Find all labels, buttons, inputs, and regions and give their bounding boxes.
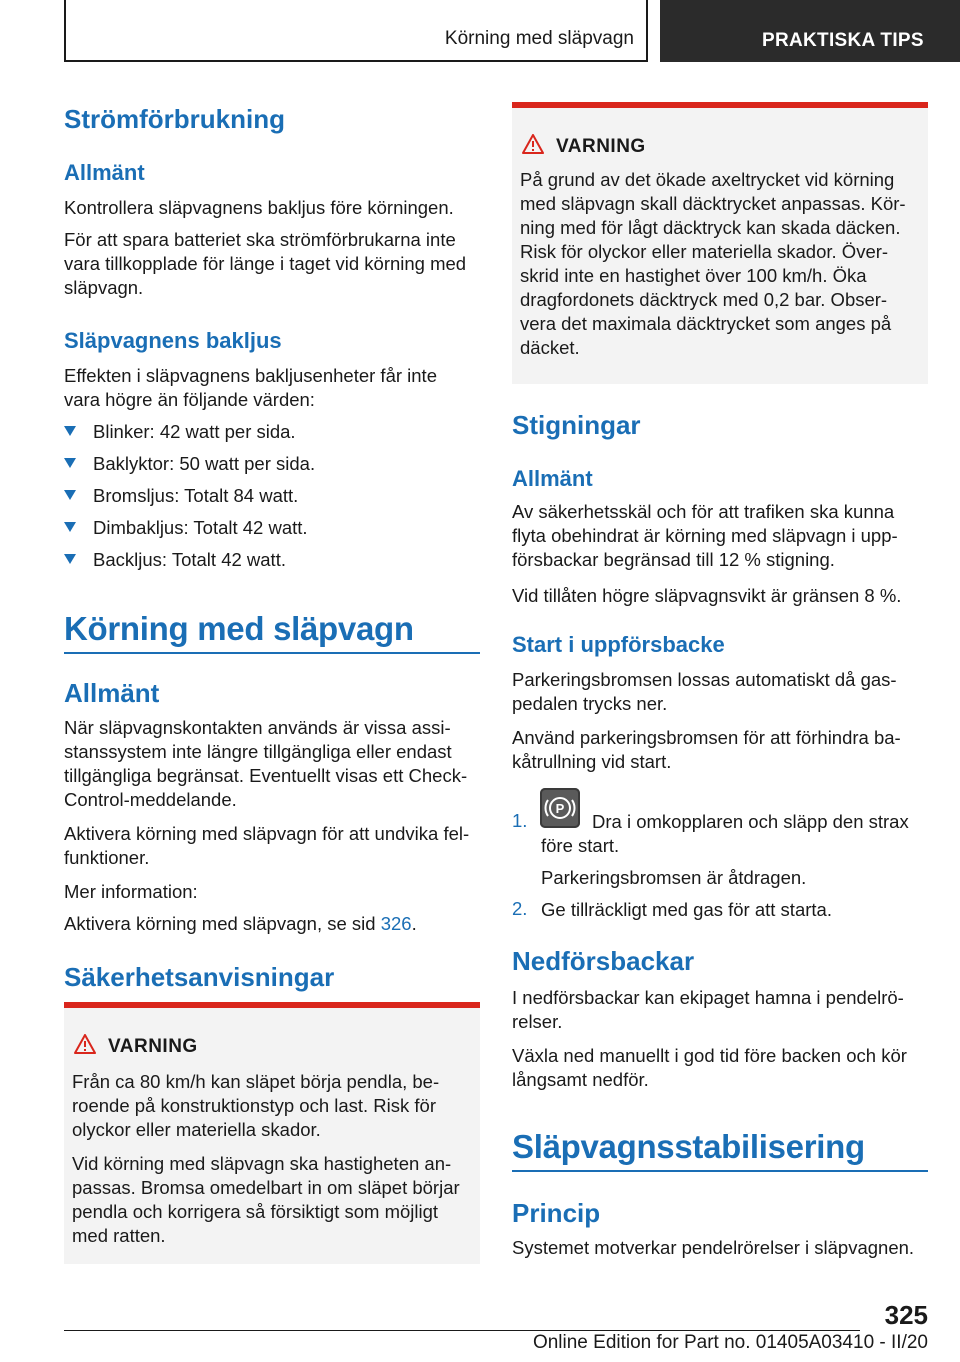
header-chapter-box: [660, 0, 960, 62]
heading-rule: [64, 652, 480, 654]
warning-label: VARNING: [556, 136, 646, 157]
stigningar-p1-l2: flyta obehindrat är körning med släpvagn i upp-: [512, 525, 898, 546]
parking-brake-symbol-icon: [540, 788, 580, 828]
korning-p1-l1: När släpvagnskontakten används är vissa assi-: [64, 717, 451, 738]
warning-box-right: [512, 102, 928, 384]
bullet-triangle-icon: [64, 458, 76, 468]
heading-start-i-uppforsbacke: Start i uppförsbacke: [512, 632, 725, 657]
footer-edition: Online Edition for Part no. 01405A03410 - II/20: [532, 1332, 928, 1353]
heading-slapvagnens-bakljus: Släpvagnens bakljus: [64, 328, 282, 353]
bullet-triangle-icon: [64, 490, 76, 500]
korning-p1-l4: Control-meddelande.: [64, 789, 237, 810]
korning-p1-l3: tillgängliga begränsat. Eventuellt visas ett Check-: [64, 765, 468, 786]
strom-p2-l2: vara tillkopplade för länge i taget vid körning med: [64, 253, 467, 274]
stigningar-p2: Vid tillåten högre släpvagnsvikt är gränsen 8 %.: [512, 585, 902, 606]
heading-korning-med-slapvagn: Körning med släpvagn: [64, 610, 414, 647]
page-number: 325: [884, 1300, 928, 1330]
heading-stromforbrukning: Strömförbrukning: [64, 104, 285, 134]
warning-triangle-icon: [74, 1034, 96, 1054]
korning-p2-l2: funktioner.: [64, 847, 150, 868]
bullet-triangle-icon: [64, 554, 76, 564]
header-chapter-title: PRAKTISKA TIPS: [762, 30, 924, 51]
start-p1-l1: Parkeringsbromsen lossas automatiskt då gas-: [512, 669, 897, 690]
heading-allmant-strom: Allmänt: [64, 160, 145, 185]
heading-allmant-stigningar: Allmänt: [512, 466, 593, 491]
korning-p3: Mer information:: [64, 881, 198, 902]
warning-left-l5: passas. Bromsa omedelbart in om släpet börjar: [72, 1177, 460, 1198]
heading-stigningar: Stigningar: [512, 410, 641, 440]
nedfors-p1-l1: I nedförsbackar kan ekipaget hamna i pendelrö-: [512, 987, 904, 1008]
stigningar-p1-l3: försbackar begränsad till 12 % stigning.: [512, 549, 835, 570]
warning-left-l7: med ratten.: [72, 1225, 166, 1246]
warning-left-l4: Vid körning med släpvagn ska hastigheten an-: [72, 1153, 452, 1174]
warning-left-l2: roende på konstruktionstyp och last. Risk för: [72, 1095, 437, 1116]
nedfors-p1-l2: relser.: [512, 1011, 563, 1032]
step1-note: Parkeringsbromsen är åtdragen.: [541, 867, 807, 888]
warning-box-left: [64, 1002, 480, 1264]
step1-l1: Dra i omkopplaren och släpp den strax: [592, 811, 909, 832]
nedfors-p2-l1: Växla ned manuellt i god tid före backen och kör: [512, 1045, 907, 1066]
start-p1-l2: pedalen trycks ner.: [512, 693, 668, 714]
strom-p1: Kontrollera släpvagnens bakljus före körningen.: [64, 197, 454, 218]
step-number: 1.: [512, 810, 528, 831]
korning-p1-l2: stanssystem inte längre tillgängliga eller endast: [64, 741, 452, 762]
list-item-text: Blinker: 42 watt per sida.: [93, 421, 296, 442]
warning-left-l1: Från ca 80 km/h kan släpet börja pendla, be-: [72, 1071, 440, 1092]
step1-l2: före start.: [541, 835, 620, 856]
warning-label: VARNING: [108, 1036, 198, 1057]
heading-slapvagnsstabilisering: Släpvagnsstabilisering: [512, 1128, 865, 1165]
start-p2-l1: Använd parkeringsbromsen för att förhindra ba-: [512, 727, 901, 748]
list-item-text: Baklyktor: 50 watt per sida.: [93, 453, 316, 474]
warning-right-l8: däcket.: [520, 337, 580, 358]
start-p2-l2: kåtrullning vid start.: [512, 751, 672, 772]
svg-text:P: P: [555, 801, 565, 816]
list-item-text: Dimbakljus: Totalt 42 watt.: [93, 517, 308, 538]
footer-rule: [64, 1330, 860, 1331]
warning-right-l6: dragfordonets däcktryck med 0,2 bar. Obser-: [520, 289, 888, 310]
step-number: 2.: [512, 898, 528, 919]
list-item-text: Backljus: Totalt 42 watt.: [93, 549, 286, 570]
warning-right-l5: skrid inte en hastighet över 100 km/h. Öka: [520, 265, 867, 286]
strom-p2-l1: För att spara batteriet ska strömförbrukarna inte: [64, 229, 456, 250]
bakljus-p-l1: Effekten i släpvagnens bakljusenheter får inte: [64, 365, 437, 386]
warning-right-l4: Risk för olyckor eller materiella skador. Över-: [520, 241, 889, 262]
heading-rule: [512, 1170, 928, 1172]
warning-right-l7: vera det maximala däcktrycket som anges på: [520, 313, 892, 334]
korning-p4-end: .: [411, 913, 417, 934]
korning-p4-text: Aktivera körning med släpvagn, se sid: [64, 913, 381, 934]
parking-brake-icon: [540, 788, 580, 828]
korning-p2-l1: Aktivera körning med släpvagn för att undvika fel-: [64, 823, 470, 844]
bullet-triangle-icon: [64, 522, 76, 532]
warning-right-l1: På grund av det ökade axeltrycket vid körning: [520, 169, 895, 190]
bullet-triangle-icon: [64, 426, 76, 436]
warning-right-l3: ning med för lågt däcktryck kan skada däcken.: [520, 217, 901, 238]
heading-princip: Princip: [512, 1198, 601, 1228]
header-section-title: Körning med släpvagn: [444, 28, 634, 49]
bakljus-p-l2: vara högre än följande värden:: [64, 389, 315, 410]
warning-left-l6: pendla och korrigera så försiktigt som möjligt: [72, 1201, 439, 1222]
heading-sakerhetsanvisningar: Säkerhetsanvisningar: [64, 962, 335, 992]
step2-text: Ge tillräckligt med gas för att starta.: [541, 899, 832, 920]
header-section-box: [64, 0, 648, 62]
page-reference-link[interactable]: 326: [380, 913, 412, 934]
warning-left-l3: olyckor eller materiella skador.: [72, 1119, 321, 1140]
nedfors-p2-l2: långsamt nedför.: [512, 1069, 649, 1090]
korning-p4: [64, 912, 417, 936]
warning-right-l2: med släpvagn skall däcktrycket anpassas. Kör-: [520, 193, 906, 214]
list-item-text: Bromsljus: Totalt 84 watt.: [93, 485, 299, 506]
warning-triangle-icon: [522, 134, 544, 154]
strom-p2-l3: släpvagn.: [64, 277, 144, 298]
stigningar-p1-l1: Av säkerhetsskäl och för att trafiken ska kunna: [512, 501, 895, 522]
princip-p1: Systemet motverkar pendelrörelser i släpvagnen.: [512, 1237, 915, 1258]
heading-allmant-korning: Allmänt: [64, 678, 160, 708]
heading-nedforsbackar: Nedförsbackar: [512, 946, 695, 976]
